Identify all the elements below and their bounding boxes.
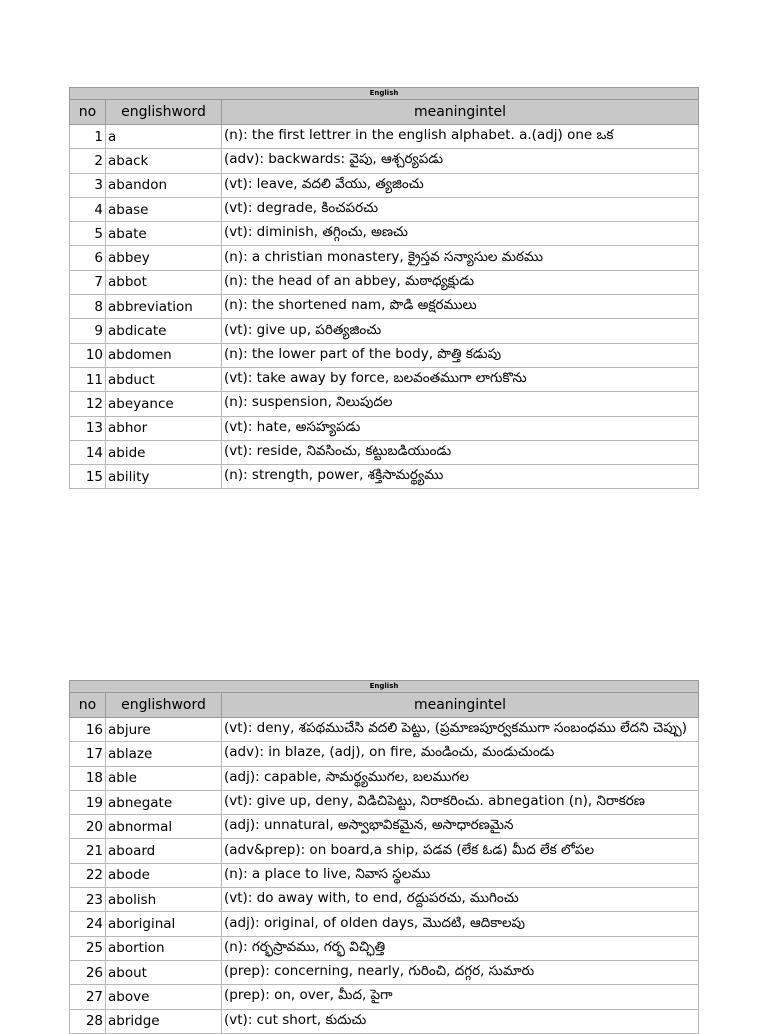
- cell-englishword: abate: [106, 222, 222, 246]
- cell-meaning: (adv&prep): on board,a ship, పడవ (లేక ఓడ) మీద లేక లోపల: [222, 839, 699, 863]
- cell-englishword: abode: [106, 863, 222, 887]
- table-row: [70, 1009, 699, 1033]
- cell-meaning: (n): the head of an abbey, మఠాధ్యక్షుడు: [222, 270, 699, 294]
- cell-no: 2: [70, 149, 106, 173]
- table-row: [70, 125, 699, 149]
- table-row: [70, 270, 699, 294]
- cell-englishword: abnormal: [106, 815, 222, 839]
- table-title: English: [70, 681, 699, 693]
- table-row: [70, 815, 699, 839]
- cell-no: 8: [70, 295, 106, 319]
- table-row: [70, 173, 699, 197]
- table-row: [70, 392, 699, 416]
- table-row: [70, 343, 699, 367]
- cell-meaning: (adv): in blaze, (adj), on fire, మండించు, మండుచుండు: [222, 742, 699, 766]
- cell-no: 12: [70, 392, 106, 416]
- cell-englishword: abbey: [106, 246, 222, 270]
- cell-englishword: abnegate: [106, 790, 222, 814]
- table-row: [70, 790, 699, 814]
- dictionary-table: [69, 680, 699, 1034]
- cell-englishword: aback: [106, 149, 222, 173]
- dictionary-table: [69, 87, 699, 489]
- cell-englishword: abdicate: [106, 319, 222, 343]
- cell-no: 21: [70, 839, 106, 863]
- header-no: no: [70, 100, 106, 125]
- cell-no: 24: [70, 912, 106, 936]
- cell-meaning: (adj): capable, సామర్థ్యముగల, బలముగల: [222, 766, 699, 790]
- cell-englishword: able: [106, 766, 222, 790]
- cell-meaning: (adv): backwards: వైపు, ఆశ్చర్యపడు: [222, 149, 699, 173]
- cell-no: 22: [70, 863, 106, 887]
- table-title: English: [70, 88, 699, 100]
- cell-no: 25: [70, 936, 106, 960]
- cell-meaning: (vt): reside, నివసించు, కట్టుబడియుండు: [222, 440, 699, 464]
- cell-meaning: (vt): take away by force, బలవంతముగా లాగుకొను: [222, 367, 699, 391]
- table-row: [70, 936, 699, 960]
- cell-meaning: (vt): leave, వదలి వేయు, త్యజించు: [222, 173, 699, 197]
- cell-englishword: abase: [106, 197, 222, 221]
- table-row: [70, 718, 699, 742]
- cell-no: 19: [70, 790, 106, 814]
- table-row: [70, 863, 699, 887]
- table-row: [70, 246, 699, 270]
- cell-englishword: abbreviation: [106, 295, 222, 319]
- table-row: [70, 149, 699, 173]
- cell-no: 15: [70, 465, 106, 489]
- cell-englishword: above: [106, 985, 222, 1009]
- cell-meaning: (n): the lower part of the body, పొత్తి కడుపు: [222, 343, 699, 367]
- cell-englishword: abbot: [106, 270, 222, 294]
- cell-no: 16: [70, 718, 106, 742]
- header-meaning: meaningintel: [222, 100, 699, 125]
- cell-meaning: (n): a place to live, నివాస స్థలము: [222, 863, 699, 887]
- cell-meaning: (vt): cut short, కుదుచు: [222, 1009, 699, 1033]
- cell-no: 10: [70, 343, 106, 367]
- cell-meaning: (adj): original, of olden days, మొదటి, ఆదికాలపు: [222, 912, 699, 936]
- cell-no: 18: [70, 766, 106, 790]
- cell-no: 1: [70, 125, 106, 149]
- cell-englishword: ability: [106, 465, 222, 489]
- cell-meaning: (vt): do away with, to end, రద్దుపరచు, ముగించు: [222, 888, 699, 912]
- cell-meaning: (prep): concerning, nearly, గురించి, దగ్గర, సుమారు: [222, 960, 699, 984]
- cell-no: 9: [70, 319, 106, 343]
- cell-meaning: (n): the shortened nam, పొడి అక్షరములు: [222, 295, 699, 319]
- cell-meaning: (n): strength, power, శక్తిసామర్థ్యము: [222, 465, 699, 489]
- table-row: [70, 839, 699, 863]
- cell-meaning: (n): the first lettrer in the english alphabet. a.(adj) one ఒక: [222, 125, 699, 149]
- cell-no: 11: [70, 367, 106, 391]
- cell-meaning: (vt): deny, శపథముచేసి వదలి పెట్టు, (ప్రమాణపూర్వకముగా సంబంధము లేదని చెప్పు): [222, 718, 699, 742]
- cell-englishword: abduct: [106, 367, 222, 391]
- cell-englishword: aboard: [106, 839, 222, 863]
- cell-englishword: about: [106, 960, 222, 984]
- cell-no: 27: [70, 985, 106, 1009]
- table-row: [70, 197, 699, 221]
- cell-no: 28: [70, 1009, 106, 1033]
- cell-meaning: (n): a christian monastery, క్రైస్తవ సన్యాసుల మఠము: [222, 246, 699, 270]
- cell-englishword: abide: [106, 440, 222, 464]
- cell-meaning: (vt): degrade, కించపరచు: [222, 197, 699, 221]
- header-englishword: englishword: [106, 693, 222, 718]
- header-meaning: meaningintel: [222, 693, 699, 718]
- cell-no: 23: [70, 888, 106, 912]
- cell-englishword: aboriginal: [106, 912, 222, 936]
- table-body: [70, 125, 699, 489]
- table-row: [70, 222, 699, 246]
- cell-englishword: ablaze: [106, 742, 222, 766]
- cell-englishword: abolish: [106, 888, 222, 912]
- table-row: [70, 416, 699, 440]
- cell-englishword: abjure: [106, 718, 222, 742]
- table-row: [70, 766, 699, 790]
- cell-englishword: abdomen: [106, 343, 222, 367]
- table-row: [70, 319, 699, 343]
- cell-no: 4: [70, 197, 106, 221]
- cell-no: 6: [70, 246, 106, 270]
- cell-englishword: abridge: [106, 1009, 222, 1033]
- cell-meaning: (adj): unnatural, అస్వాభావికమైన, అసాధారణమైన: [222, 815, 699, 839]
- cell-no: 13: [70, 416, 106, 440]
- cell-meaning: (vt): hate, అసహ్యపడు: [222, 416, 699, 440]
- cell-meaning: (vt): give up, పరిత్యజించు: [222, 319, 699, 343]
- table-row: [70, 367, 699, 391]
- table-row: [70, 465, 699, 489]
- cell-no: 20: [70, 815, 106, 839]
- cell-englishword: abandon: [106, 173, 222, 197]
- cell-no: 26: [70, 960, 106, 984]
- cell-meaning: (n): గర్భస్రావము, గర్భ విచ్ఛిత్తి: [222, 936, 699, 960]
- header-no: no: [70, 693, 106, 718]
- cell-no: 7: [70, 270, 106, 294]
- table-row: [70, 888, 699, 912]
- cell-no: 14: [70, 440, 106, 464]
- table-row: [70, 912, 699, 936]
- cell-meaning: (prep): on, over, మీద, పైగా: [222, 985, 699, 1009]
- cell-meaning: (n): suspension, నిలుపుదల: [222, 392, 699, 416]
- table-row: [70, 295, 699, 319]
- cell-no: 17: [70, 742, 106, 766]
- table-row: [70, 960, 699, 984]
- cell-englishword: a: [106, 125, 222, 149]
- cell-meaning: (vt): give up, deny, విడిచిపెట్టు, నిరాకరించు. abnegation (n), నిరాకరణ: [222, 790, 699, 814]
- cell-no: 5: [70, 222, 106, 246]
- cell-englishword: abhor: [106, 416, 222, 440]
- table-row: [70, 742, 699, 766]
- cell-englishword: abeyance: [106, 392, 222, 416]
- table-row: [70, 985, 699, 1009]
- cell-englishword: abortion: [106, 936, 222, 960]
- header-englishword: englishword: [106, 100, 222, 125]
- table-body: [70, 718, 699, 1034]
- cell-no: 3: [70, 173, 106, 197]
- cell-meaning: (vt): diminish, తగ్గించు, అణచు: [222, 222, 699, 246]
- table-row: [70, 440, 699, 464]
